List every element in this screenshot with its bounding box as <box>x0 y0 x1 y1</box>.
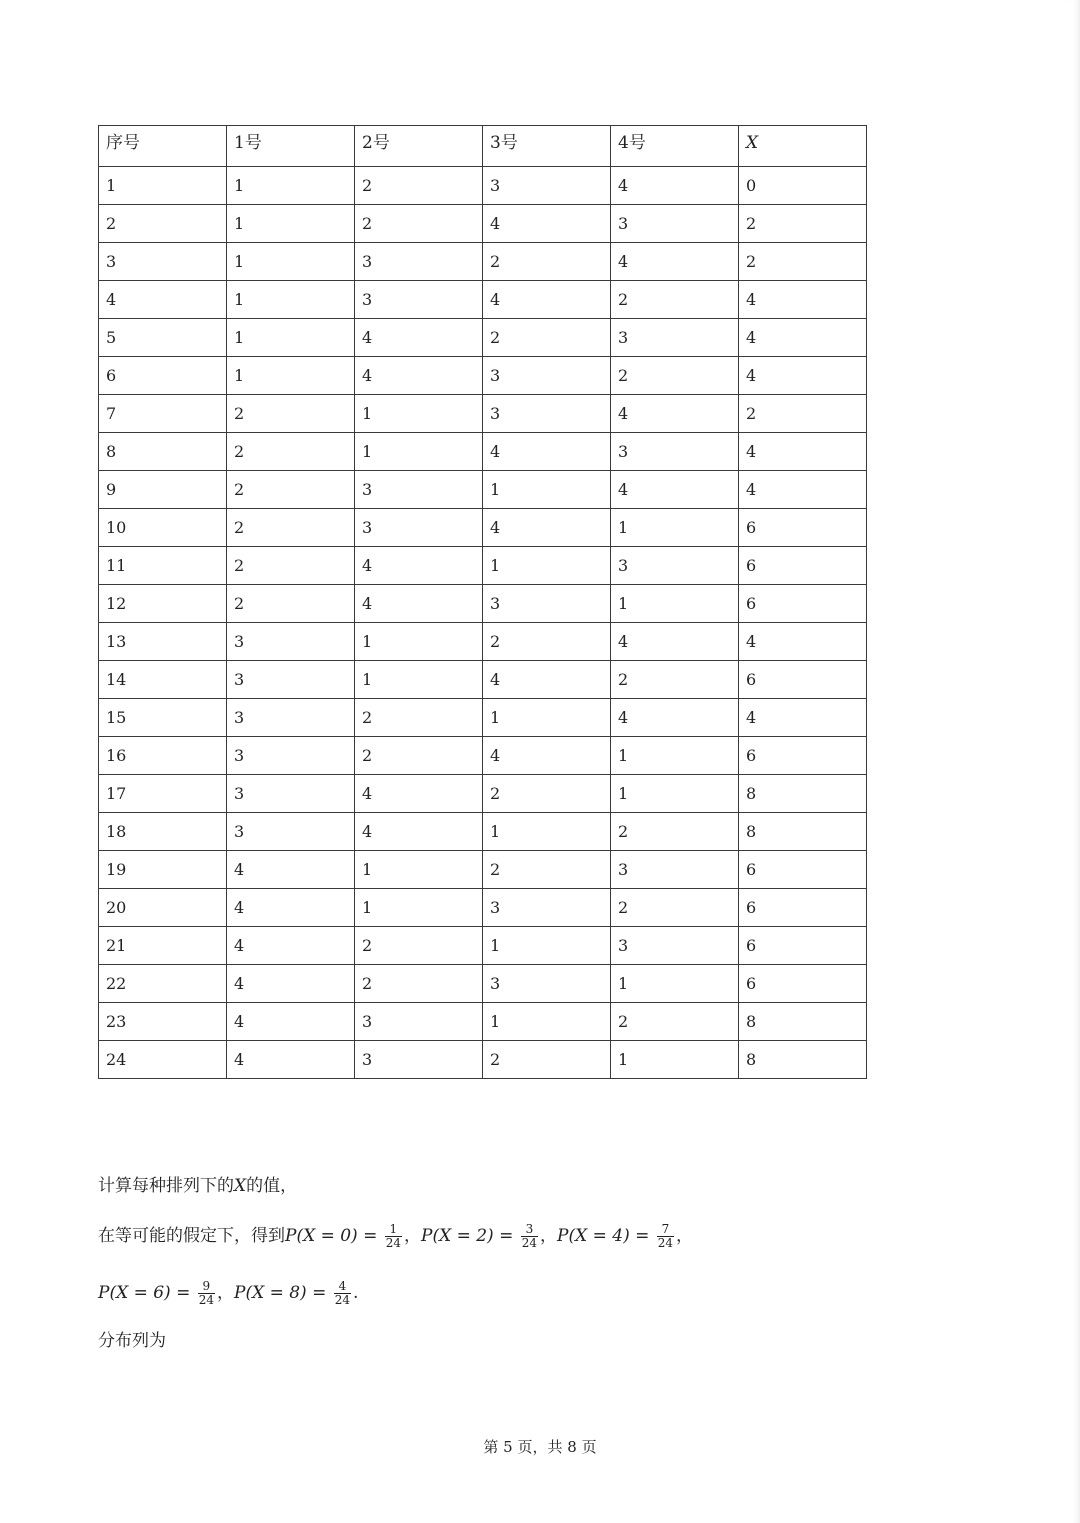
prob-slot <box>421 1222 558 1250</box>
math-variable: X <box>234 1176 247 1196</box>
table-cell: 4 <box>611 243 739 281</box>
table-cell: 20 <box>99 889 227 927</box>
table-cell: 6 <box>739 661 867 699</box>
table-cell: 1 <box>355 623 483 661</box>
table-cell: 3 <box>355 1003 483 1041</box>
table-cell: 21 <box>99 927 227 965</box>
table-cell: 8 <box>739 775 867 813</box>
table-cell: 2 <box>227 509 355 547</box>
table-cell: 4 <box>355 775 483 813</box>
table-row <box>99 509 867 547</box>
table-row <box>99 1003 867 1041</box>
fraction <box>521 1223 538 1250</box>
table-cell: 1 <box>355 661 483 699</box>
table-cell: 3 <box>611 851 739 889</box>
fraction-denominator: 24 <box>657 1236 674 1250</box>
table-cell: 2 <box>611 1003 739 1041</box>
table-cell: 2 <box>355 737 483 775</box>
table-cell: 5 <box>99 319 227 357</box>
table-cell: 4 <box>227 965 355 1003</box>
table-cell: 4 <box>483 737 611 775</box>
table-cell: 4 <box>611 699 739 737</box>
permutation-table <box>98 125 867 1079</box>
table-cell: 23 <box>99 1003 227 1041</box>
table-cell: 6 <box>739 585 867 623</box>
table-cell: 1 <box>611 737 739 775</box>
table-row <box>99 585 867 623</box>
table-cell: 3 <box>99 243 227 281</box>
table-row <box>99 471 867 509</box>
table-cell: 4 <box>355 813 483 851</box>
table-row <box>99 167 867 205</box>
table-row <box>99 813 867 851</box>
table-cell: 8 <box>739 813 867 851</box>
table-cell: 1 <box>227 243 355 281</box>
table-cell: 1 <box>227 357 355 395</box>
table-cell: 18 <box>99 813 227 851</box>
table-cell: 3 <box>355 1041 483 1079</box>
table-cell: 1 <box>611 1041 739 1079</box>
table-cell: 4 <box>227 889 355 927</box>
fraction-denominator: 24 <box>385 1236 402 1250</box>
table-cell: 2 <box>611 281 739 319</box>
table-cell: 4 <box>739 433 867 471</box>
table-cell: 2 <box>739 395 867 433</box>
table-cell: 3 <box>483 585 611 623</box>
table-cell: 1 <box>611 509 739 547</box>
table-cell: 3 <box>611 319 739 357</box>
table-cell: 4 <box>739 319 867 357</box>
table-cell: 19 <box>99 851 227 889</box>
paragraph-compute-x <box>98 1172 297 1200</box>
fraction-numerator: 9 <box>198 1280 215 1294</box>
separator: . <box>353 1283 359 1303</box>
table-row <box>99 775 867 813</box>
table-cell: 3 <box>483 889 611 927</box>
table-cell: 3 <box>483 965 611 1003</box>
table-cell: 1 <box>611 585 739 623</box>
table-cell: 4 <box>227 1041 355 1079</box>
fraction-denominator: 24 <box>334 1293 351 1307</box>
table-cell: 2 <box>483 319 611 357</box>
header-seat-2: 2号 <box>355 126 483 167</box>
table-cell: 2 <box>99 205 227 243</box>
table-cell: 2 <box>483 623 611 661</box>
fraction-denominator: 24 <box>198 1293 215 1307</box>
table-cell: 3 <box>227 737 355 775</box>
table-cell: 4 <box>99 281 227 319</box>
table-cell: 2 <box>227 433 355 471</box>
fraction <box>385 1223 402 1250</box>
table-cell: 4 <box>611 623 739 661</box>
header-seat-3: 3号 <box>483 126 611 167</box>
table-cell: 4 <box>483 205 611 243</box>
table-cell: 2 <box>355 927 483 965</box>
table-cell: 9 <box>99 471 227 509</box>
table-cell: 1 <box>483 927 611 965</box>
header-seat-1: 1号 <box>227 126 355 167</box>
table-cell: 2 <box>611 661 739 699</box>
table-cell: 3 <box>227 775 355 813</box>
table-cell: 2 <box>227 585 355 623</box>
table-cell: 3 <box>355 243 483 281</box>
table-cell: 8 <box>99 433 227 471</box>
table-row <box>99 623 867 661</box>
table-cell: 17 <box>99 775 227 813</box>
table-row <box>99 319 867 357</box>
table-cell: 2 <box>227 471 355 509</box>
table-cell: 1 <box>355 395 483 433</box>
header-seat-4: 4号 <box>611 126 739 167</box>
table-cell: 3 <box>355 471 483 509</box>
header-index: 序号 <box>99 126 227 167</box>
table-cell: 4 <box>611 395 739 433</box>
table-cell: 3 <box>355 281 483 319</box>
table-cell: 4 <box>483 281 611 319</box>
prob-slot <box>98 1279 235 1307</box>
table-cell: 4 <box>355 547 483 585</box>
table-cell: 1 <box>611 965 739 1003</box>
table-cell: 3 <box>611 927 739 965</box>
table-cell: 2 <box>483 775 611 813</box>
table-cell: 0 <box>739 167 867 205</box>
table-cell: 2 <box>355 699 483 737</box>
text-segment: 的值， <box>246 1176 298 1196</box>
table-cell: 4 <box>355 585 483 623</box>
paragraph-distribution: 分布列为 <box>98 1331 166 1351</box>
prob-expression: P(X = 6) = <box>98 1283 196 1303</box>
table-cell: 4 <box>611 167 739 205</box>
table-cell: 4 <box>739 281 867 319</box>
paragraph-probabilities-1 <box>98 1222 693 1250</box>
table-cell: 2 <box>355 965 483 1003</box>
separator: ， <box>540 1226 558 1246</box>
prob-slot <box>234 1279 359 1307</box>
table-row <box>99 395 867 433</box>
fraction-numerator: 4 <box>334 1280 351 1294</box>
table-cell: 10 <box>99 509 227 547</box>
header-x: X <box>739 126 867 167</box>
fraction <box>198 1280 215 1307</box>
table-cell: 1 <box>227 281 355 319</box>
fraction-numerator: 7 <box>657 1223 674 1237</box>
table-row <box>99 205 867 243</box>
table-cell: 3 <box>227 623 355 661</box>
table-cell: 24 <box>99 1041 227 1079</box>
table-cell: 6 <box>739 851 867 889</box>
table-cell: 13 <box>99 623 227 661</box>
table-cell: 1 <box>483 813 611 851</box>
table-cell: 6 <box>739 509 867 547</box>
table-cell: 2 <box>611 813 739 851</box>
table-cell: 3 <box>227 699 355 737</box>
paragraph-probabilities-2 <box>98 1279 358 1307</box>
table-cell: 8 <box>739 1003 867 1041</box>
table-cell: 4 <box>739 471 867 509</box>
table-cell: 2 <box>355 205 483 243</box>
table-header-row <box>99 126 867 167</box>
table-cell: 1 <box>355 851 483 889</box>
table-cell: 4 <box>355 319 483 357</box>
table-cell: 6 <box>99 357 227 395</box>
table-cell: 2 <box>739 205 867 243</box>
text-segment: 计算每种排列下的 <box>98 1176 234 1196</box>
table-row <box>99 357 867 395</box>
table-body <box>99 167 867 1079</box>
table-cell: 4 <box>483 661 611 699</box>
table-cell: 2 <box>227 547 355 585</box>
table-row <box>99 699 867 737</box>
table-cell: 2 <box>611 889 739 927</box>
table-cell: 6 <box>739 547 867 585</box>
table-cell: 4 <box>483 433 611 471</box>
table-cell: 11 <box>99 547 227 585</box>
table-cell: 14 <box>99 661 227 699</box>
table-row <box>99 547 867 585</box>
table-cell: 6 <box>739 927 867 965</box>
table-cell: 1 <box>227 205 355 243</box>
table-cell: 3 <box>483 357 611 395</box>
table-cell: 3 <box>611 433 739 471</box>
table-cell: 6 <box>739 965 867 1003</box>
text-segment: 在等可能的假定下，得到 <box>98 1226 285 1246</box>
separator: ， <box>676 1226 694 1246</box>
table-cell: 3 <box>611 205 739 243</box>
table-row <box>99 889 867 927</box>
separator: ， <box>217 1283 235 1303</box>
table-cell: 3 <box>355 509 483 547</box>
table-cell: 4 <box>227 851 355 889</box>
table-row <box>99 965 867 1003</box>
table-cell: 4 <box>739 623 867 661</box>
prob-expression: P(X = 0) = <box>285 1226 383 1246</box>
table-cell: 2 <box>227 395 355 433</box>
prob-expression: P(X = 4) = <box>557 1226 655 1246</box>
prob-slot <box>285 1222 422 1250</box>
table-cell: 4 <box>227 927 355 965</box>
table-cell: 1 <box>227 319 355 357</box>
table-cell: 3 <box>611 547 739 585</box>
table-cell: 3 <box>227 661 355 699</box>
prob-expression: P(X = 8) = <box>234 1283 332 1303</box>
table-cell: 1 <box>355 889 483 927</box>
table-cell: 4 <box>355 357 483 395</box>
table-row <box>99 927 867 965</box>
table-row <box>99 433 867 471</box>
table-row <box>99 661 867 699</box>
table-cell: 1 <box>611 775 739 813</box>
table-row <box>99 737 867 775</box>
fraction <box>334 1280 351 1307</box>
table-cell: 1 <box>483 699 611 737</box>
table-cell: 3 <box>227 813 355 851</box>
table-cell: 22 <box>99 965 227 1003</box>
table-cell: 4 <box>611 471 739 509</box>
table-row <box>99 281 867 319</box>
fraction <box>657 1223 674 1250</box>
table-cell: 3 <box>483 167 611 205</box>
table-cell: 7 <box>99 395 227 433</box>
fraction-numerator: 3 <box>521 1223 538 1237</box>
table-cell: 3 <box>483 395 611 433</box>
table-cell: 8 <box>739 1041 867 1079</box>
table-cell: 4 <box>483 509 611 547</box>
table-cell: 2 <box>739 243 867 281</box>
table-cell: 1 <box>483 547 611 585</box>
table-cell: 6 <box>739 889 867 927</box>
table-cell: 4 <box>739 357 867 395</box>
table-cell: 2 <box>355 167 483 205</box>
separator: ， <box>404 1226 422 1246</box>
table-cell: 15 <box>99 699 227 737</box>
table-cell: 1 <box>99 167 227 205</box>
table-cell: 4 <box>739 699 867 737</box>
table-cell: 2 <box>483 851 611 889</box>
table-row <box>99 851 867 889</box>
table-cell: 1 <box>483 471 611 509</box>
table-cell: 1 <box>483 1003 611 1041</box>
table-row <box>99 243 867 281</box>
fraction-numerator: 1 <box>385 1223 402 1237</box>
table-cell: 4 <box>227 1003 355 1041</box>
table-cell: 12 <box>99 585 227 623</box>
fraction-denominator: 24 <box>521 1236 538 1250</box>
table-cell: 6 <box>739 737 867 775</box>
table-cell: 1 <box>355 433 483 471</box>
table-cell: 1 <box>227 167 355 205</box>
page-footer: 第 5 页，共 8 页 <box>483 1438 597 1456</box>
prob-expression: P(X = 2) = <box>421 1226 519 1246</box>
table-cell: 2 <box>483 243 611 281</box>
table-cell: 16 <box>99 737 227 775</box>
table-row <box>99 1041 867 1079</box>
table-cell: 2 <box>611 357 739 395</box>
prob-slot <box>557 1222 694 1250</box>
table-cell: 2 <box>483 1041 611 1079</box>
